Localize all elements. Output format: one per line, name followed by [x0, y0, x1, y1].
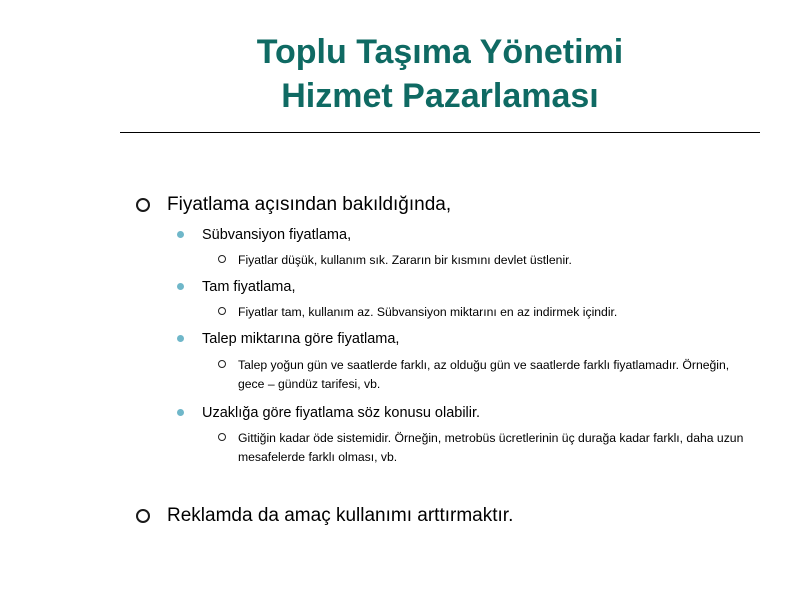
bullet-text: Tam fiyatlama,	[202, 279, 296, 295]
filled-dot-bullet-icon	[177, 283, 184, 290]
hollow-circle-bullet-icon	[136, 198, 150, 212]
filled-dot-bullet-icon	[177, 409, 184, 416]
hollow-circle-bullet-icon	[136, 509, 150, 523]
bullet-text: Talep yoğun gün ve saatlerde farklı, az olduğu gün ve saatlerde farklı fiyatlamadır. Örneğin, gece – gündüz tarifesi, vb.	[238, 358, 730, 391]
bullet-text: Fiyatlar düşük, kullanım sık. Zararın bir kısmını devlet üstlenir.	[238, 253, 572, 267]
bullet-text: Uzaklığa göre fiyatlama söz konusu olabilir.	[202, 405, 481, 421]
hollow-circle-bullet-icon	[218, 307, 226, 315]
slide-title-line-2: Hizmet Pazarlaması	[281, 77, 599, 115]
bullet-text: Sübvansiyon fiyatlama,	[202, 227, 352, 243]
hollow-circle-bullet-icon	[218, 360, 226, 368]
filled-dot-bullet-icon	[177, 231, 184, 238]
bullet-text: Fiyatlama açısından bakıldığında,	[167, 194, 452, 215]
filled-dot-bullet-icon	[177, 335, 184, 342]
bullet-text: Gittiğin kadar öde sistemidir. Örneğin, metrobüs ücretlerinin üç durağa kadar farklı, daha uzun mesafelerde farklı olması, vb.	[238, 431, 744, 464]
slide-title-line-1: Toplu Taşıma Yönetimi	[256, 33, 624, 71]
hollow-circle-bullet-icon	[218, 433, 226, 441]
hollow-circle-bullet-icon	[218, 255, 226, 263]
bullet-text: Reklamda da amaç kullanımı arttırmaktır.	[167, 505, 514, 526]
bullet-text: Fiyatlar tam, kullanım az. Sübvansiyon miktarını en az indirmek içindir.	[238, 305, 618, 319]
bullet-text: Talep miktarına göre fiyatlama,	[202, 331, 400, 347]
